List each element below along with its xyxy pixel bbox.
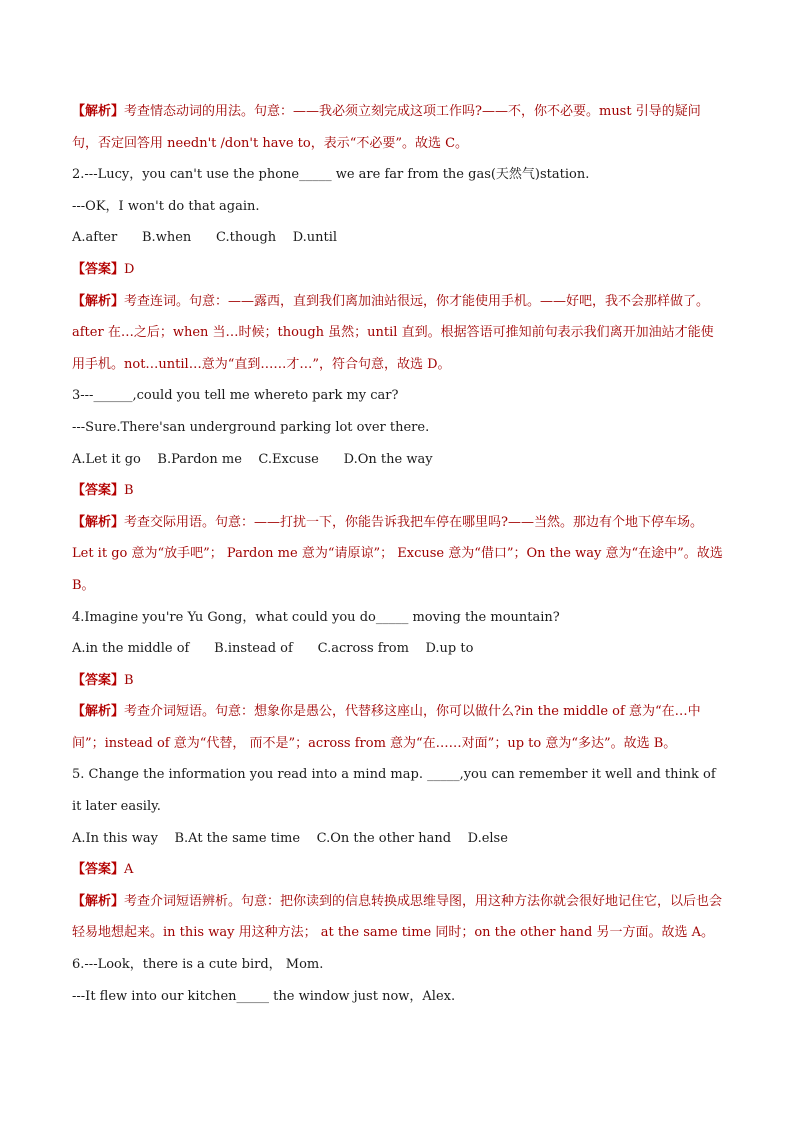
q2-answer	[72, 254, 724, 286]
q4-analysis-text: 考查介词短语。句意：想象你是愚公，代替移这座山，你可以做什么?in the middle of 意为“在…中间”；instead of 意为“代替， 而不是”；across from 意为“在……对面”；up to 意为“多达”。故选 B。	[72, 704, 701, 751]
q5-stem-1: 5. Change the information you read into a mind map. _____,you can remember it well and think of it later easily.	[72, 767, 716, 815]
q5-analysis	[72, 886, 724, 949]
q2-options: A.after B.when C.though D.until	[72, 230, 338, 246]
q4-stem-1: 4.Imagine you're Yu Gong，what could you do_____ moving the mountain?	[72, 609, 560, 625]
q6-stem-1: 6.---Look，there is a cute bird， Mom.	[72, 957, 324, 973]
q6-stem-2: ---It flew into our kitchen_____ the window just now，Alex.	[72, 988, 456, 1004]
analysis-label: 【解析】	[72, 704, 125, 720]
q3-stem-1: 3---______,could you tell me whereto park my car?	[72, 388, 399, 404]
q1-analysis-text: 考查情态动词的用法。句意：——我必须立刻完成这项工作吗?——不，你不必要。must 引导的疑问句，否定回答用 needn't /don't have to，表示“不必要”。故选 C。	[72, 104, 701, 151]
q4-answer-value: B	[124, 672, 134, 688]
analysis-label: 【解析】	[72, 893, 125, 909]
q5-analysis-text: 考查介词短语辨析。句意：把你读到的信息转换成思维导图，用这种方法你就会很好地记住它，以后也会轻易地想起来。in this way 用这种方法； at the same time 同时；on the other hand 另一方面。故选 A。	[72, 893, 723, 941]
q4-options: A.in the middle of B.instead of C.across from D.up to	[72, 641, 474, 657]
q5-answer	[72, 854, 724, 886]
q1-analysis	[72, 96, 724, 159]
answer-label: 【答案】	[72, 862, 125, 878]
q4-analysis	[72, 696, 724, 759]
analysis-label: 【解析】	[72, 104, 125, 119]
q3-options: A.Let it go B.Pardon me C.Excuse D.On the way	[72, 451, 433, 467]
q4-answer	[72, 665, 724, 697]
q2-answer-value: D	[124, 261, 135, 277]
answer-label: 【答案】	[72, 261, 125, 277]
q2-stem-1: 2.---Lucy，you can't use the phone_____ we are far from the gas(天然气)station.	[72, 167, 590, 183]
q2-analysis-text: 考查连词。句意：——露西，直到我们离加油站很远，你才能使用手机。——好吧，我不会那样做了。after 在…之后；when 当…时候；though 虽然；until 直到。根据答语可推知前句表示我们离开加油站才能使用手机。not…until…意为“直到……才…”，符合句意，故选 D。	[72, 293, 714, 372]
answer-label: 【答案】	[72, 672, 125, 688]
q3-answer	[72, 475, 724, 507]
q5-answer-value: A	[124, 862, 134, 878]
analysis-label: 【解析】	[72, 514, 125, 530]
q3-analysis	[72, 507, 724, 602]
q3-analysis-text: 考查交际用语。句意：——打扰一下，你能告诉我把车停在哪里吗?——当然。那边有个地下停车场。Let it go 意为“放手吧”； Pardon me 意为“请原谅”； Excuse 意为“借口”；On the way 意为“在途中”。故选 B。	[72, 514, 723, 593]
q3-answer-value: B	[124, 483, 134, 499]
answer-label: 【答案】	[72, 483, 125, 499]
analysis-label: 【解析】	[72, 293, 125, 309]
q5-options: A.In this way B.At the same time C.On the other hand D.else	[72, 830, 508, 846]
q3-stem-2: ---Sure.There'san underground parking lot over there.	[72, 419, 430, 435]
q2-stem-2: ---OK，I won't do that again.	[72, 198, 260, 214]
document-page	[72, 96, 724, 1012]
q2-analysis	[72, 286, 724, 381]
